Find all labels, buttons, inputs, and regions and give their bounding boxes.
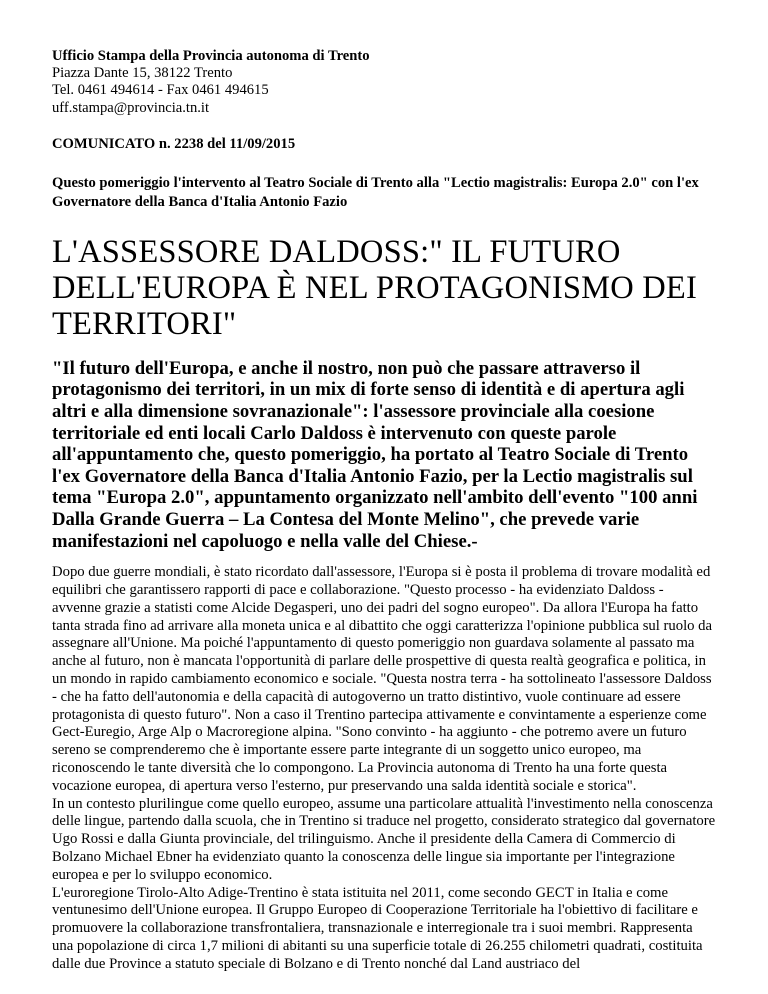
subtitle: Questo pomeriggio l'intervento al Teatro Sociale di Trento alla "Lectio magistralis: Europa 2.0" con l'ex Governatore della Banca d'Italia Antonio Fazio: [52, 174, 699, 210]
lead-paragraph: "Il futuro dell'Europa, e anche il nostro, non può che passare attraverso il protagonismo dei territori, in un mix di forte senso di identità e di apertura agli altri e alla dimensione sovranazionale": l'assessore provinciale alla coesione territoriale ed enti locali Carlo Daldoss è intervenuto con queste parole all'appuntamento che, questo pomeriggio, ha portato al Teatro Sociale di Trento l'ex Governatore della Banca d'Italia Antonio Fazio, per la Lectio magistralis sul tema "Europa 2.0", appuntamento organizzato nell'ambito dell'evento "100 anni Dalla Grande Guerra – La Contesa del Monte Melino", che prevede varie manifestazioni nel capoluogo e nella valle del Chiese.-: [52, 357, 698, 552]
body-paragraph: Dopo due guerre mondiali, è stato ricordato dall'assessore, l'Europa si è posta il problema di trovare modalità ed equilibri che garantissero rapporti di pace e collaborazione. "Questo processo - ha evidenziato Daldoss - avvenne grazie a statisti come Alcide Degasperi, uno dei padri del sogno europeo". Da allora l'Europa ha fatto tanta strada fino ad arrivare alla moneta unica e al dibattito che oggi caratterizza l'opinione pubblica sul ruolo da assegnare all'Unione. Ma poiché l'appuntamento di questo pomeriggio non guardava solamente al passato ma anche al futuro, non è mancata l'opportunità di parlare delle prospettive di questa realtà geografica e politica, in un mondo in rapido cambiamento economico e sociale. "Questa nostra terra - ha sottolineato l'assessore Daldoss - che ha fatto dell'autonomia e della capacità di autogoverno un tratto distintivo, vuole continuare ad essere protagonista di questo futuro". Non a caso il Trentino partecipa attivamente e convintamente a esperienze come Gect-Euregio, Arge Alp o Macroregione alpina. "Sono convinto - ha aggiunto - che potremo avere un futuro sereno se comprenderemo che è importante essere parte integrante di un soggetto unico europeo, ma riconoscendo le tante diversità che lo compongono. La Provincia autonoma di Trento ha una forte questa vocazione europea, di apertura verso l'esterno, pur preservando una salda identità sociale e storica".: [52, 564, 713, 794]
headline: L'ASSESSORE DALDOSS:" IL FUTURO DELL'EUROPA È NEL PROTAGONISMO DEI TERRITORI": [52, 233, 698, 342]
office-name: Ufficio Stampa della Provincia autonoma di Trento: [52, 48, 370, 64]
press-office-header: [52, 48, 716, 117]
office-phone: Tel. 0461 494614 - Fax 0461 494615: [52, 82, 269, 99]
office-address: Piazza Dante 15, 38122 Trento: [52, 65, 233, 82]
body-paragraph: In un contesto plurilingue come quello europeo, assume una particolare attualità l'investimento nella conoscenza delle lingue, partendo dalla scuola, che in Trentino si traduce nel progetto, considerato strategico dal governatore Ugo Rossi e dalla Giunta provinciale, del trilinguismo. Anche il presidente della Camera di Commercio di Bolzano Michael Ebner ha evidenziato quanto la conoscenza delle lingue sia importante per l'integrazione europea e per lo sviluppo economico.: [52, 795, 716, 883]
communique-number: COMUNICATO n. 2238 del 11/09/2015: [52, 135, 296, 152]
office-email: uff.stampa@provincia.tn.it: [52, 99, 210, 116]
article-body: [52, 564, 716, 973]
body-paragraph: L'euroregione Tirolo-Alto Adige-Trentino è stata istituita nel 2011, come secondo GECT in Italia e come ventunesimo dell'Unione europea. Il Gruppo Europeo di Cooperazione Territoriale ha l'obiettivo di facilitare e promuovere la collaborazione transfrontaliera, transnazionale e interregionale tra i suoi membri. Rappresenta una popolazione di circa 1,7 milioni di abitanti su una superficie totale di 26.255 chilometri quadrati, costituita dalle due Province a statuto speciale di Bolzano e di Trento nonché dal Land austriaco del: [52, 884, 703, 972]
